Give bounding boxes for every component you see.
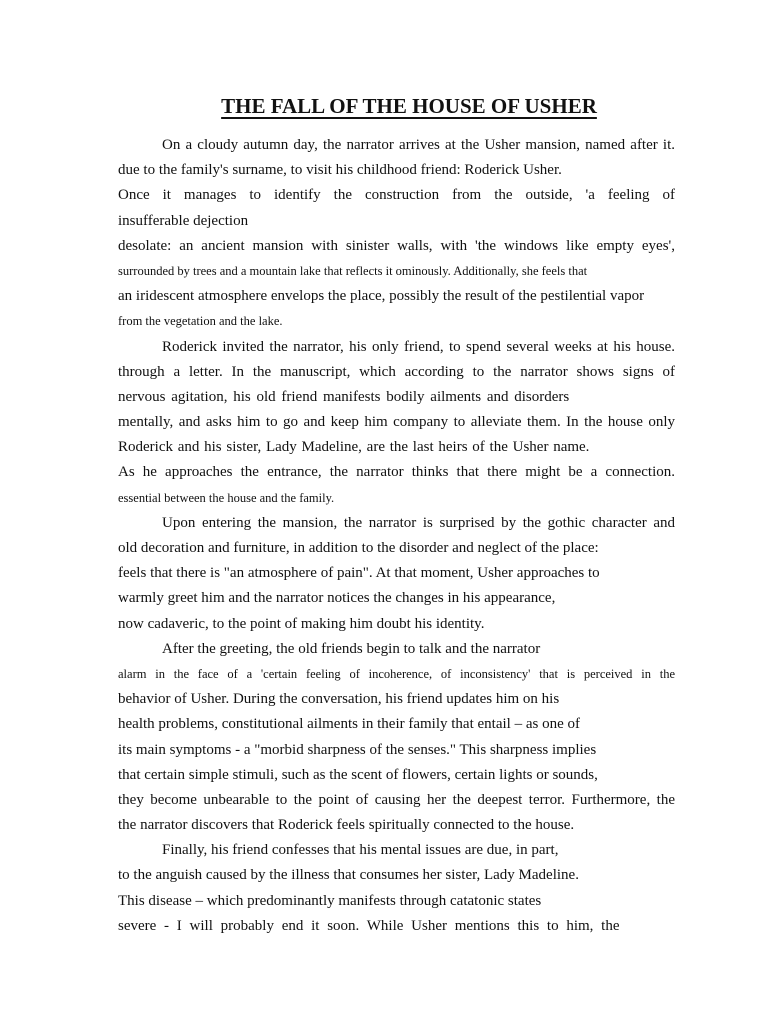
- text-line: that certain simple stimuli, such as the scent of flowers, certain lights or sounds,: [118, 766, 598, 783]
- text-line: insufferable dejection: [118, 212, 249, 229]
- text-line: This disease – which predominantly manifests through catatonic states: [118, 892, 542, 909]
- text-line: behavior of Usher. During the conversation, his friend updates him on his: [118, 691, 560, 708]
- text-line: essential between the house and the family.: [118, 490, 335, 505]
- text-line: through a letter. In the manuscript, which according to the narrator shows signs of: [118, 363, 675, 380]
- text-line: from the vegetation and the lake.: [118, 314, 283, 329]
- text-line: desolate: an ancient mansion with sinister walls, with 'the windows like empty eyes',: [118, 237, 675, 254]
- document-title: THE FALL OF THE HOUSE OF USHER: [221, 94, 597, 118]
- text-line: warmly greet him and the narrator notices the changes in his appearance,: [118, 590, 556, 607]
- text-line: an iridescent atmosphere envelops the place, possibly the result of the pestilential vapor: [118, 288, 645, 305]
- text-line: On a cloudy autumn day, the narrator arrives at the Usher mansion, named after it.: [162, 137, 675, 153]
- text-line: mentally, and asks him to go and keep him company to alleviate them. In the house only: [118, 414, 675, 431]
- text-line: its main symptoms - a "morbid sharpness of the senses." This sharpness implies: [118, 741, 597, 758]
- text-line: alarm in the face of a 'certain feeling of incoherence, of inconsistency' that is perceived in the: [118, 666, 675, 681]
- text-line: severe - I will probably end it soon. While Usher mentions this to him, the: [118, 917, 620, 934]
- text-line: As he approaches the entrance, the narrator thinks that there might be a connection.: [118, 464, 675, 481]
- text-line: now cadaveric, to the point of making him doubt his identity.: [118, 615, 485, 632]
- text-line: nervous agitation, his old friend manifests bodily ailments and disorders: [118, 388, 570, 405]
- text-line: surrounded by trees and a mountain lake that reflects it ominously. Additionally, she feels that: [118, 263, 588, 278]
- text-line: After the greeting, the old friends begin to talk and the narrator: [162, 640, 541, 657]
- document-body: [118, 133, 675, 939]
- text-line: Roderick invited the narrator, his only friend, to spend several weeks at his house.: [162, 338, 675, 355]
- text-line: Finally, his friend confesses that his mental issues are due, in part,: [162, 842, 559, 859]
- text-line: Upon entering the mansion, the narrator is surprised by the gothic character and: [162, 514, 675, 531]
- text-line: Roderick and his sister, Lady Madeline, are the last heirs of the Usher name.: [118, 439, 590, 456]
- text-line: they become unbearable to the point of causing her the deepest terror. Furthermore, the: [118, 791, 675, 808]
- text-line: the narrator discovers that Roderick feels spiritually connected to the house.: [118, 817, 575, 834]
- text-line: due to the family's surname, to visit his childhood friend: Roderick Usher.: [118, 162, 562, 179]
- text-line: feels that there is "an atmosphere of pain". At that moment, Usher approaches to: [118, 565, 600, 582]
- text-line: old decoration and furniture, in addition to the disorder and neglect of the place:: [118, 540, 599, 556]
- text-line: Once it manages to identify the construction from the outside, 'a feeling of: [118, 187, 675, 204]
- text-line: to the anguish caused by the illness that consumes her sister, Lady Madeline.: [118, 867, 579, 884]
- text-line: health problems, constitutional ailments in their family that entail – as one of: [118, 716, 580, 733]
